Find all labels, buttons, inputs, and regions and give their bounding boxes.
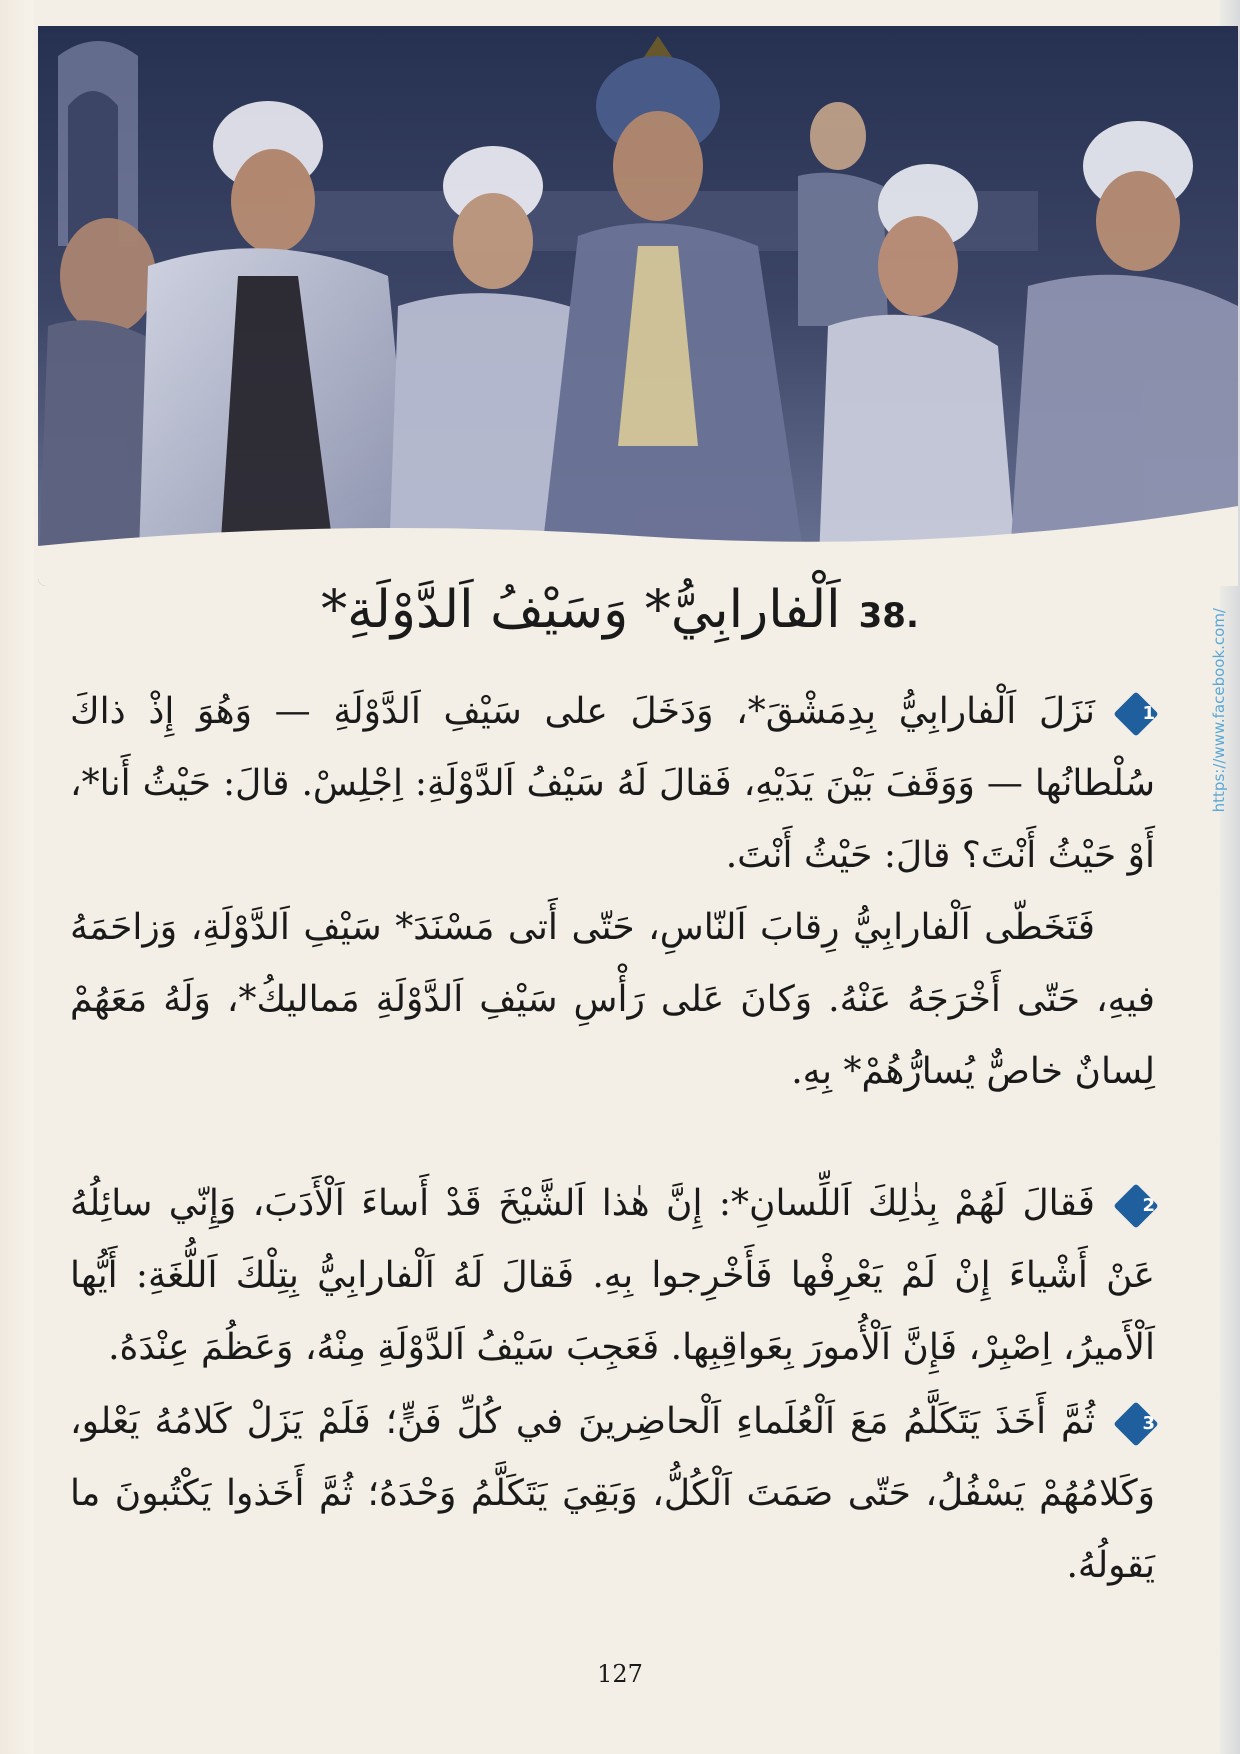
paragraph-marker-number: 1 [1142,703,1155,724]
lesson-illustration [38,26,1238,586]
paragraph-marker-number: 2 [1142,1195,1155,1216]
watermark-url: https://www.facebook.com/ [1210,607,1228,813]
lesson-title [0,580,1240,640]
paragraph-text: ثُمَّ أَخَذَ يَتَكَلَّمُ مَعَ اَلْعُلَماءِ اَلْحاضِرينَ في كُلِّ فَنٍّ؛ فَلَمْ يَزَلْ كَلامُهُ يَعْلو، وَكَلامُهُمْ يَسْفُلُ، حَتّى صَمَتَ اَلْكُلُّ، وَبَقِيَ يَتَكَلَّمُ وَحْدَهُ؛ ثُمَّ أَخَذوا يَكْتُبونَ ما يَقولُهُ. [70,1401,1155,1586]
paragraph-marker-number: 3 [1142,1413,1155,1434]
paragraph-marker-icon [1117,1187,1155,1225]
page-edge-left [0,0,34,1754]
paragraph-text: فَتَخَطّى اَلْفارابِيُّ رِقابَ اَلنّاسِ، حَتّى أَتى مَسْنَدَ* سَيْفِ اَلدَّوْلَةِ، وَزاحَمَهُ فيهِ، حَتّى أَخْرَجَهُ عَنْهُ. وَكانَ عَلى رَأْسِ سَيْفِ اَلدَّوْلَةِ مَماليكُ*، وَلَهُ مَعَهُمْ لِسانٌ خاصٌّ يُسارُّهُمْ* بِهِ. [70,907,1155,1092]
paragraph-marker-icon [1117,1405,1155,1443]
paragraph-1-continued [70,892,1155,1108]
paragraph-text: نَزَلَ اَلْفارابِيُّ بِدِمَشْقَ*، وَدَخَلَ على سَيْفِ اَلدَّوْلَةِ — وَهُوَ إِذْ ذاكَ سُلْطانُها — وَوَقَفَ بَيْنَ يَدَيْهِ، فَقالَ لَهُ سَيْفُ اَلدَّوْلَةِ: اِجْلِسْ. قالَ: حَيْثُ أَنا*، أَوْ حَيْثُ أَنْتَ؟ قالَ: حَيْثُ أَنْتَ. [70,691,1155,876]
paragraph-1 [70,676,1155,892]
lesson-title-text: اَلْفارابِيُّ* وَسَيْفُ اَلدَّوْلَةِ* [321,580,841,640]
lesson-number: 38. [858,596,919,636]
page-number: 127 [597,1660,643,1688]
paragraph-2 [70,1168,1155,1384]
paragraph-marker-icon [1117,695,1155,733]
paragraph-text: فَقالَ لَهُمْ بِذٰلِكَ اَللِّسانِ*: إِنَّ هٰذا اَلشَّيْخَ قَدْ أَساءَ اَلْأَدَبَ، وَإِنّي سائِلُهُ عَنْ أَشْياءَ إِنْ لَمْ يَعْرِفْها فَأَخْرِجوا بِهِ. فَقالَ لَهُ اَلْفارابِيُّ بِتِلْكَ اَللُّغَةِ: أَيُّها اَلْأَميرُ، اِصْبِرْ، فَإِنَّ اَلْأُمورَ بِعَواقِبِها. فَعَجِبَ سَيْفُ اَلدَّوْلَةِ مِنْهُ، وَعَظُمَ عِنْدَهُ. [70,1183,1155,1368]
paragraph-3 [70,1386,1155,1602]
